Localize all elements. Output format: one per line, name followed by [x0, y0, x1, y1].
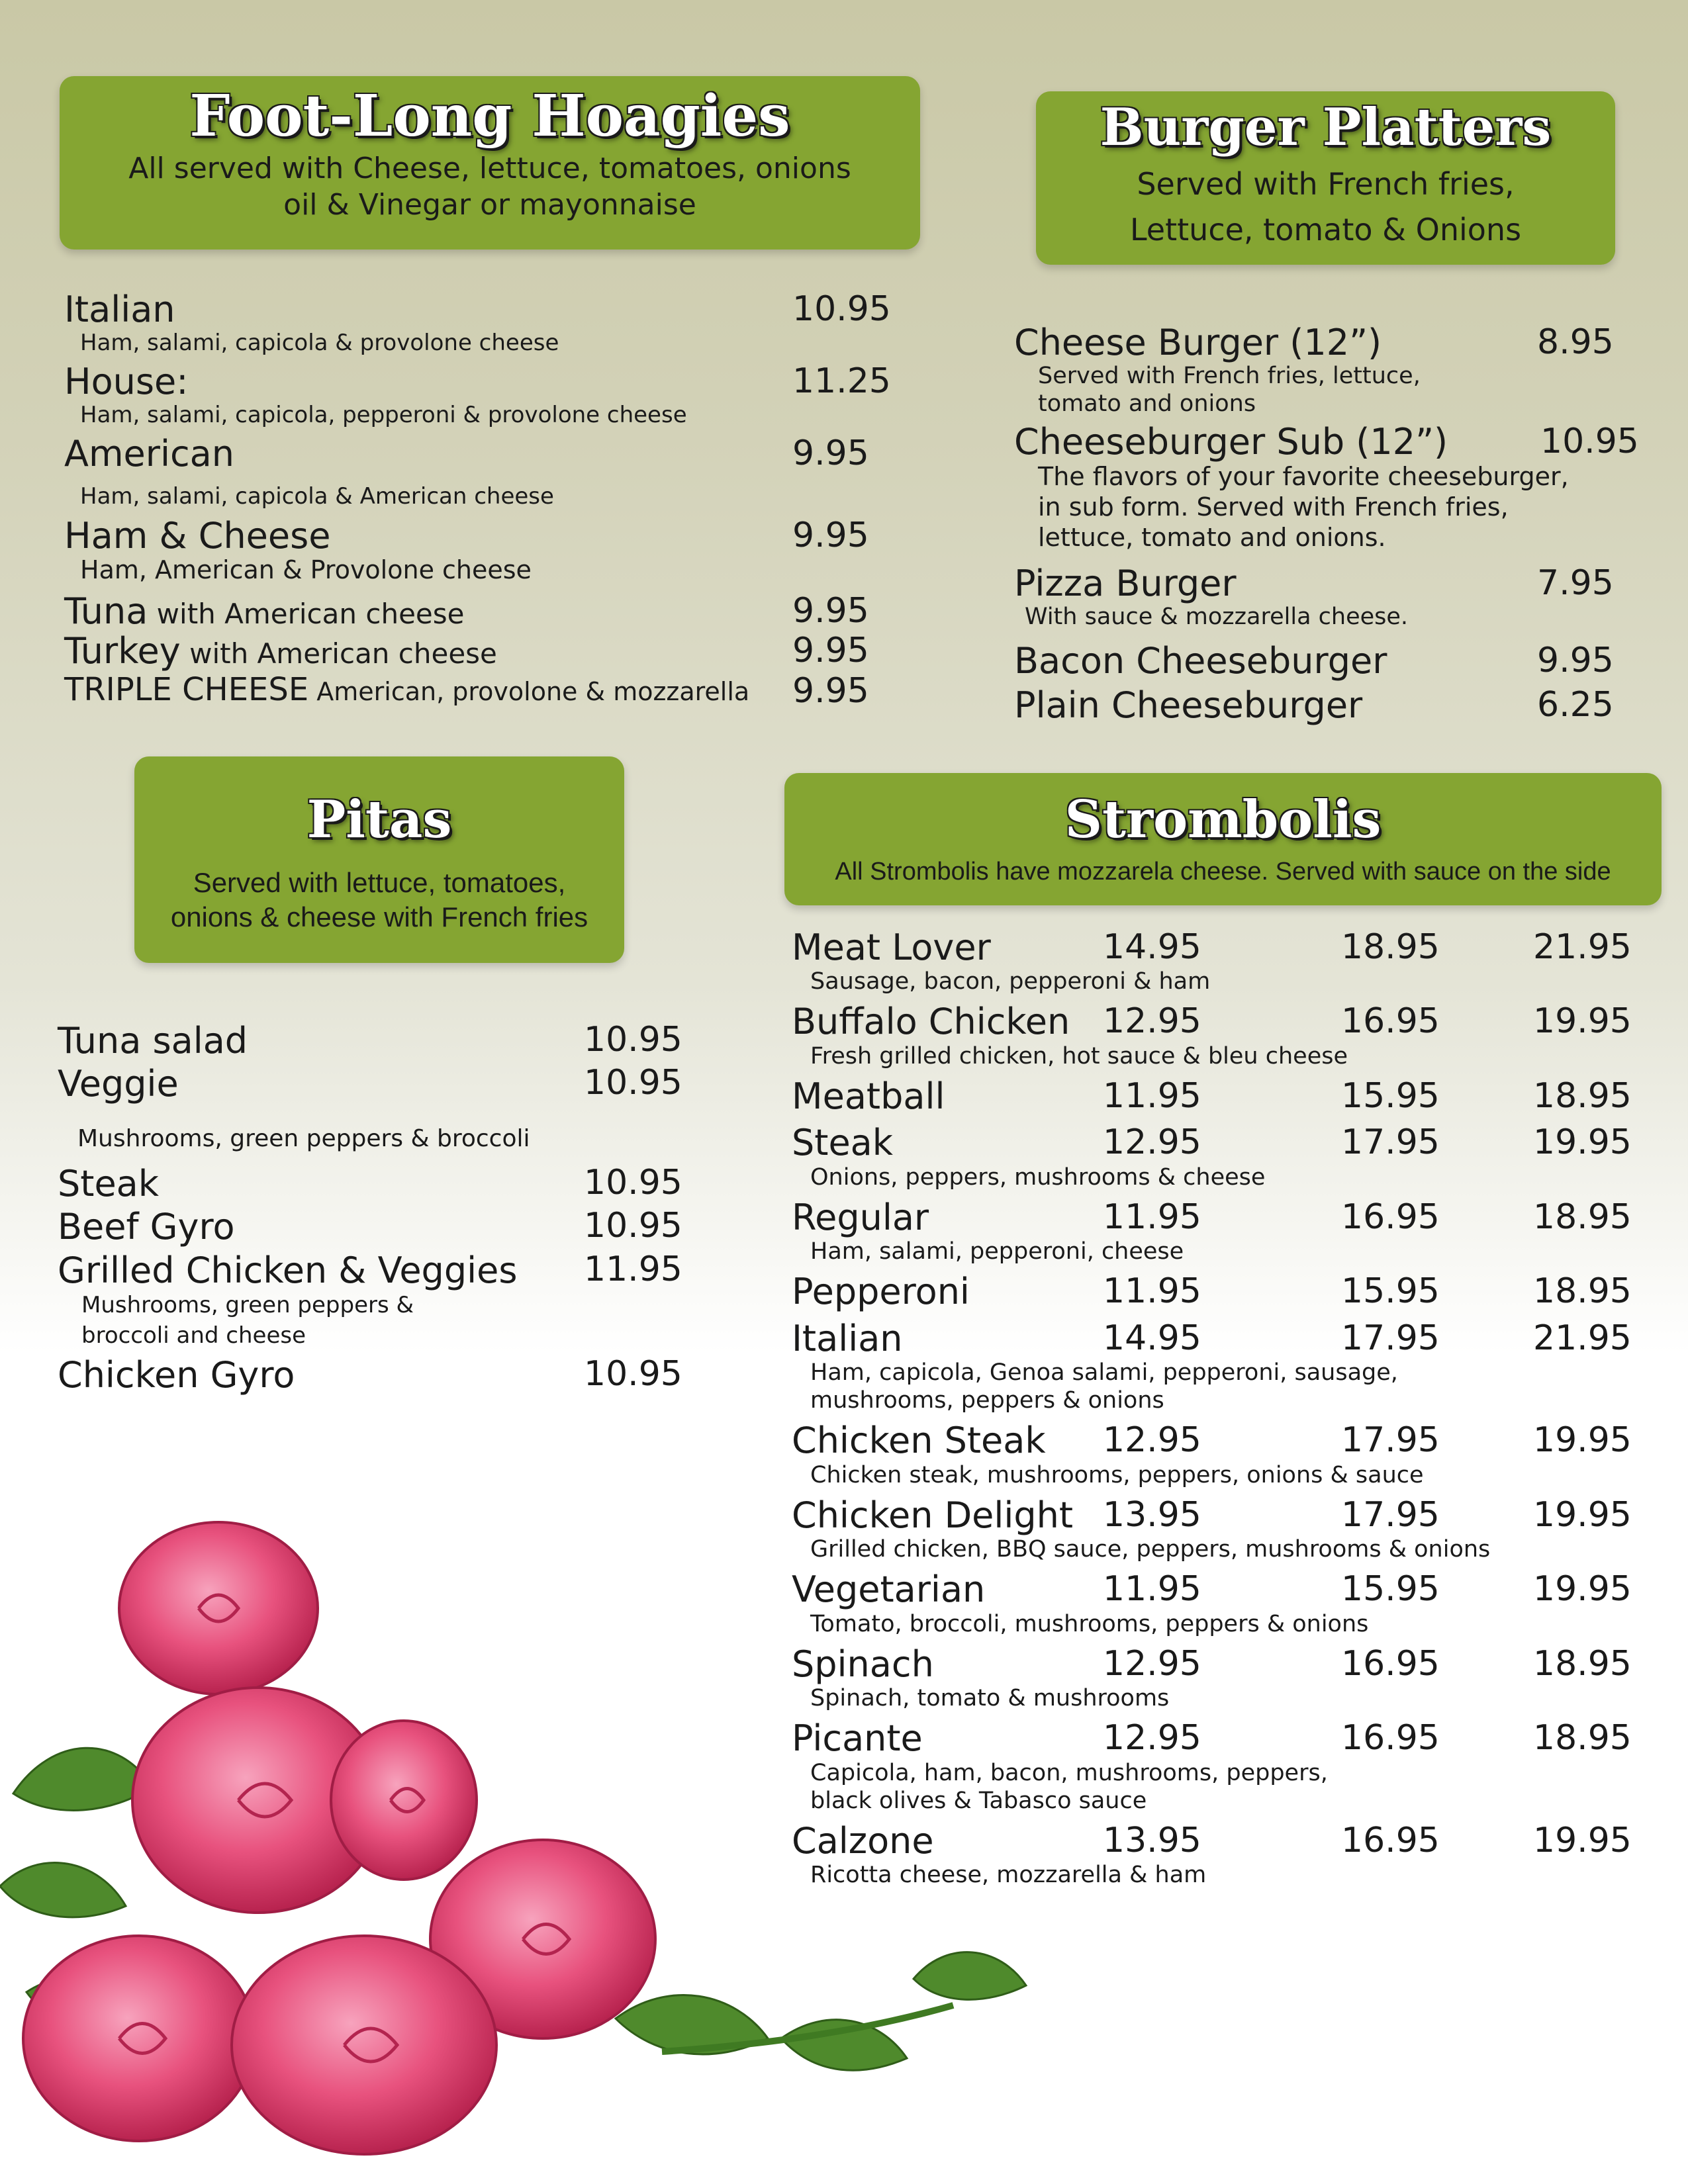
item-price-size-2: 16.95: [1341, 1643, 1440, 1684]
item-name: Bacon Cheeseburger: [1014, 640, 1387, 682]
item-description: black olives & Tabasco sauce: [810, 1787, 1147, 1814]
item-name: Vegetarian: [792, 1569, 986, 1611]
item-price-size-2: 15.95: [1341, 1569, 1440, 1610]
hoagies-banner: [60, 76, 920, 250]
menu-item: [58, 1207, 726, 1246]
item-description: tomato and onions: [1038, 390, 1256, 418]
item-name: Pepperoni: [792, 1271, 970, 1313]
item-price: 9.95: [792, 433, 869, 474]
item-name: Pizza Burger: [1014, 562, 1237, 604]
item-name: Steak: [792, 1122, 894, 1164]
menu-item: [1014, 562, 1630, 631]
item-description: Grilled chicken, BBQ sauce, peppers, mushrooms & onions: [810, 1536, 1491, 1563]
menu-item: [1014, 324, 1630, 418]
item-price: 10.95: [584, 1063, 682, 1103]
menu-item: [792, 1077, 1665, 1116]
menu-item: [64, 363, 912, 429]
item-price: 9.95: [792, 631, 869, 671]
item-price-size-1: 12.95: [1103, 1001, 1201, 1042]
menu-item: [792, 1421, 1665, 1488]
item-price: 11.95: [584, 1249, 682, 1289]
item-price-size-2: 17.95: [1341, 1420, 1440, 1461]
item-price-size-2: 16.95: [1341, 1001, 1440, 1042]
item-price-size-3: 19.95: [1533, 1569, 1632, 1610]
menu-item: [792, 1272, 1665, 1312]
item-price-size-2: 16.95: [1341, 1197, 1440, 1237]
item-description: Ham, salami, pepperoni, cheese: [810, 1238, 1184, 1265]
item-description: Chicken steak, mushrooms, peppers, onions & sauce: [810, 1461, 1424, 1488]
item-name: American: [64, 433, 234, 475]
hoagies-title: Foot-Long Hoagies: [189, 83, 790, 150]
item-price: 10.95: [584, 1206, 682, 1246]
item-description: With sauce & mozzarella cheese.: [1025, 603, 1409, 630]
item-price-size-3: 21.95: [1533, 927, 1632, 967]
menu-item: [64, 291, 912, 357]
burgers-banner: [1036, 91, 1615, 265]
burgers-list: [1014, 322, 1639, 737]
item-name: Buffalo Chicken: [792, 1001, 1070, 1043]
item-description: Capicola, ham, bacon, mushrooms, peppers,: [810, 1759, 1328, 1786]
strombolis-subtitle: All Strombolis have mozzarela cheese. Served with sauce on the side: [835, 857, 1611, 886]
menu-item: [58, 1355, 726, 1394]
item-price-size-1: 11.95: [1103, 1197, 1201, 1237]
hoagies-subtitle: All served with Cheese, lettuce, tomatoes, onions oil & Vinegar or mayonnaise: [128, 152, 851, 222]
item-description: Served with French fries, lettuce,: [1038, 362, 1421, 389]
item-price-size-2: 15.95: [1341, 1271, 1440, 1312]
item-price: 9.95: [792, 671, 869, 711]
item-price-size-3: 18.95: [1533, 1075, 1632, 1116]
menu-item: [792, 928, 1665, 995]
item-price: 9.95: [1537, 641, 1614, 681]
hoagies-list: [64, 291, 912, 713]
item-price-size-2: 16.95: [1341, 1820, 1440, 1860]
item-name: Tuna salad: [58, 1020, 248, 1062]
menu-item: [64, 435, 912, 510]
item-price: 7.95: [1537, 563, 1614, 603]
item-price-size-2: 17.95: [1341, 1318, 1440, 1358]
menu-item: [58, 1064, 726, 1153]
item-price-size-3: 18.95: [1533, 1643, 1632, 1684]
item-name: Grilled Chicken & Veggies: [58, 1249, 518, 1291]
item-price-size-1: 12.95: [1103, 1643, 1201, 1684]
item-price-size-1: 11.95: [1103, 1075, 1201, 1116]
item-price: 10.95: [584, 1162, 682, 1203]
item-name: Chicken Steak: [792, 1420, 1046, 1462]
menu-item: [58, 1164, 726, 1203]
item-price-size-2: 16.95: [1341, 1718, 1440, 1758]
item-name: Beef Gyro: [58, 1206, 235, 1248]
item-price: 10.95: [1540, 422, 1639, 462]
item-description: The flavors of your favorite cheeseburger,: [1038, 461, 1569, 491]
item-description: Sausage, bacon, pepperoni & ham: [810, 968, 1211, 995]
item-name: Picante: [792, 1717, 923, 1760]
item-name: Tuna: [64, 590, 148, 632]
menu-item: [58, 1251, 726, 1350]
menu-item: [792, 1319, 1665, 1414]
item-price: 6.25: [1537, 684, 1614, 725]
item-price: 8.95: [1537, 322, 1614, 362]
item-name: House:: [64, 361, 189, 403]
item-inline-desc: with American cheese: [180, 637, 497, 670]
menu-item: [64, 590, 912, 632]
item-description: Ham, American & Provolone cheese: [80, 555, 532, 585]
item-name: Calzone: [792, 1819, 934, 1862]
item-price-size-2: 18.95: [1341, 927, 1440, 967]
item-description: Mushrooms, green peppers &: [81, 1291, 414, 1318]
item-price-size-1: 11.95: [1103, 1271, 1201, 1312]
roses-illustration: [0, 1516, 1059, 2184]
menu-item: [64, 671, 912, 711]
item-name: Turkey: [64, 630, 181, 672]
item-price-size-1: 13.95: [1103, 1494, 1201, 1535]
item-name: TRIPLE CHEESE: [64, 671, 309, 709]
strombolis-banner: [784, 773, 1662, 905]
item-price: 10.95: [584, 1020, 682, 1060]
item-price-size-1: 12.95: [1103, 1420, 1201, 1461]
item-price-size-3: 18.95: [1533, 1271, 1632, 1312]
item-description: Ham, salami, capicola, pepperoni & provolone cheese: [80, 401, 687, 428]
item-name: Chicken Delight: [792, 1494, 1074, 1536]
item-price-size-3: 19.95: [1533, 1122, 1632, 1163]
item-price-size-1: 14.95: [1103, 1318, 1201, 1358]
item-price-size-2: 17.95: [1341, 1122, 1440, 1163]
item-description: in sub form. Served with French fries,: [1038, 492, 1509, 522]
pitas-subtitle: Served with lettuce, tomatoes, onions & cheese with French fries: [170, 866, 588, 933]
burgers-subtitle: Served with French fries, Lettuce, tomato & Onions: [1129, 165, 1522, 248]
item-inline-desc: American, provolone & mozzarella: [308, 677, 750, 707]
item-price-size-1: 14.95: [1103, 927, 1201, 967]
item-description: Spinach, tomato & mushrooms: [810, 1685, 1170, 1712]
rose-blooms: [23, 1522, 655, 2154]
item-description: Ricotta cheese, mozzarella & ham: [810, 1862, 1207, 1889]
item-description: Ham, salami, capicola & American cheese: [80, 483, 554, 510]
strombolis-title: Strombolis: [1064, 790, 1382, 850]
menu-item: [1014, 684, 1630, 726]
menu-item: [1014, 421, 1639, 553]
item-price-size-1: 12.95: [1103, 1718, 1201, 1758]
item-description: Ham, capicola, Genoa salami, pepperoni, sausage,: [810, 1359, 1398, 1387]
pitas-banner: [134, 756, 624, 963]
item-description: lettuce, tomato and onions.: [1038, 523, 1386, 553]
item-price-size-1: 12.95: [1103, 1122, 1201, 1163]
item-name: Meat Lover: [792, 927, 991, 968]
item-price-size-1: 11.95: [1103, 1569, 1201, 1610]
item-price-size-1: 13.95: [1103, 1820, 1201, 1860]
item-name: Plain Cheeseburger: [1014, 684, 1363, 726]
pitas-title: Pitas: [306, 790, 452, 850]
menu-item: [64, 630, 912, 672]
item-name: Veggie: [58, 1063, 179, 1105]
item-price: 9.95: [792, 515, 869, 555]
item-description: mushrooms, peppers & onions: [810, 1387, 1164, 1414]
item-price: 9.95: [792, 590, 869, 631]
burgers-title: Burger Platters: [1100, 97, 1552, 158]
menu-item: [792, 1002, 1665, 1069]
menu-item: [792, 1198, 1665, 1265]
item-description: Ham, salami, capicola & provolone cheese: [80, 329, 559, 356]
item-price-size-3: 18.95: [1533, 1718, 1632, 1758]
item-price-size-3: 21.95: [1533, 1318, 1632, 1358]
item-description: Onions, peppers, mushrooms & cheese: [810, 1163, 1266, 1191]
menu-item: [792, 1123, 1665, 1191]
item-price-size-3: 19.95: [1533, 1001, 1632, 1042]
item-name: Cheeseburger Sub (12”): [1014, 421, 1448, 463]
item-price-size-3: 19.95: [1533, 1420, 1632, 1461]
item-price-size-2: 17.95: [1341, 1494, 1440, 1535]
menu-item: [58, 1021, 726, 1060]
item-name: Spinach: [792, 1643, 934, 1685]
item-description: broccoli and cheese: [81, 1322, 306, 1349]
item-price: 10.95: [584, 1353, 682, 1394]
item-price: 11.25: [792, 361, 891, 402]
item-price-size-2: 15.95: [1341, 1075, 1440, 1116]
item-name: Italian: [64, 289, 175, 330]
item-name: Meatball: [792, 1075, 945, 1117]
pitas-list: [58, 1021, 726, 1405]
item-price-size-3: 18.95: [1533, 1197, 1632, 1237]
item-name: Cheese Burger (12”): [1014, 322, 1382, 363]
item-name: Italian: [792, 1317, 903, 1359]
menu-item: [1014, 640, 1630, 682]
item-name: Steak: [58, 1162, 160, 1205]
item-price-size-3: 19.95: [1533, 1494, 1632, 1535]
menu-item: [64, 514, 912, 586]
item-description: Mushrooms, green peppers & broccoli: [77, 1124, 530, 1152]
item-description: Tomato, broccoli, mushrooms, peppers & onions: [810, 1610, 1369, 1637]
item-price-size-3: 19.95: [1533, 1820, 1632, 1860]
item-inline-desc: with American cheese: [148, 597, 465, 630]
item-name: Ham & Cheese: [64, 514, 331, 557]
item-name: Chicken Gyro: [58, 1353, 295, 1396]
item-description: Fresh grilled chicken, hot sauce & bleu cheese: [810, 1042, 1348, 1069]
item-price: 10.95: [792, 289, 891, 329]
item-name: Regular: [792, 1196, 929, 1238]
